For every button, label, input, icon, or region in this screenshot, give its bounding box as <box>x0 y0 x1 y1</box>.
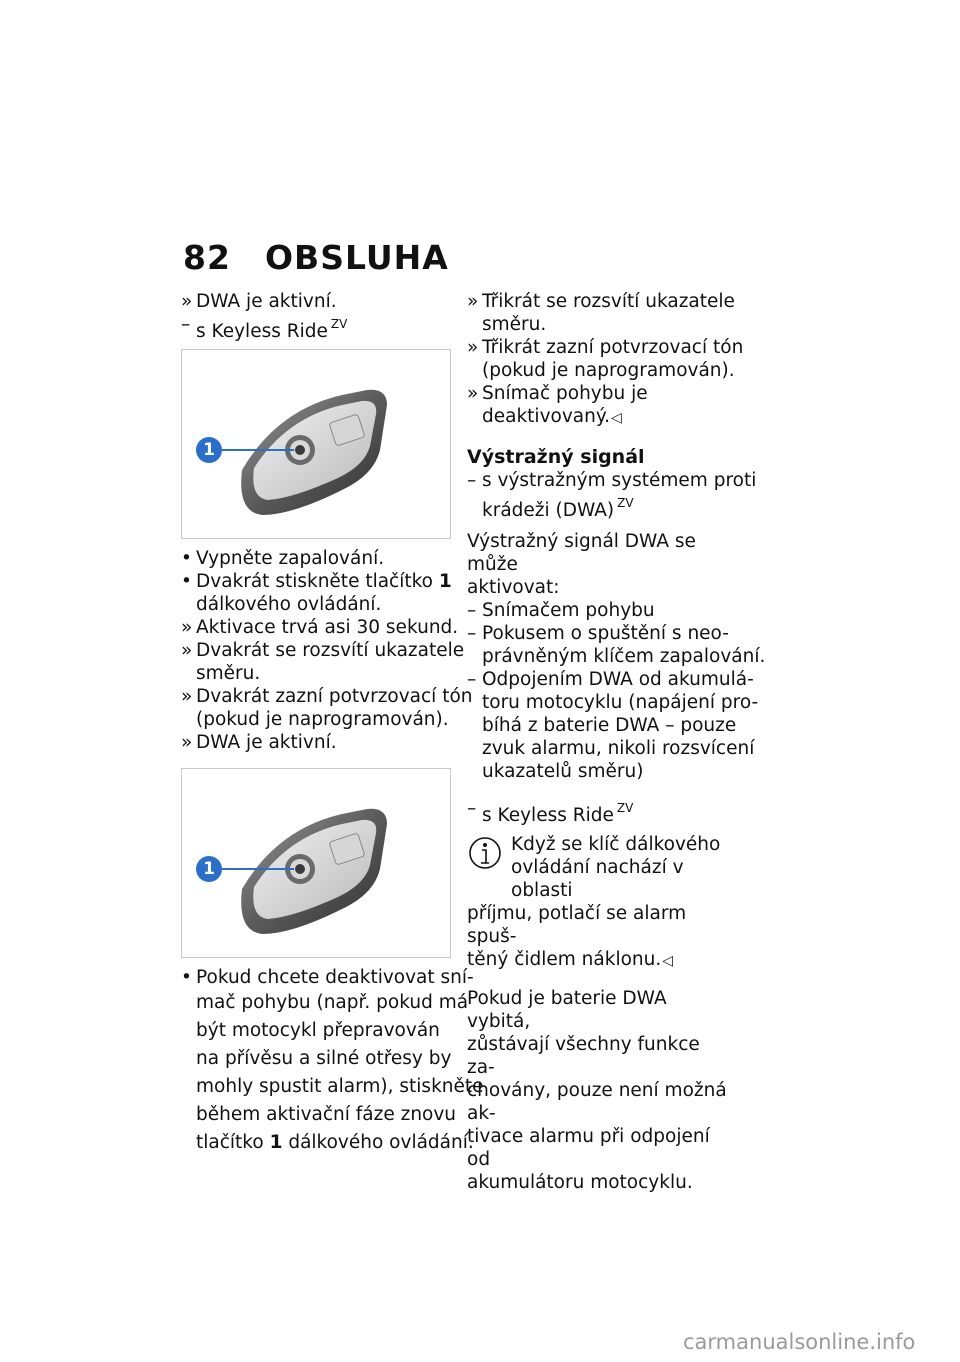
text-line <box>467 645 766 668</box>
action-line <box>181 547 453 570</box>
paragraph <box>467 530 732 599</box>
page-number: 82 <box>183 238 231 277</box>
section-title: OBSLUHA <box>265 238 449 277</box>
text: směru. <box>196 663 261 684</box>
result-marker: » <box>467 337 479 358</box>
dash-marker: – <box>467 600 477 621</box>
key-fob-figure-2 <box>181 768 451 958</box>
text: Výstražný signál DWA se může <box>467 531 696 575</box>
text-line <box>467 691 759 714</box>
text-line <box>181 708 453 731</box>
right-column <box>467 290 766 1194</box>
text: těný čidlem náklonu. <box>467 949 662 970</box>
result-marker: » <box>181 617 193 638</box>
superscript: ZV <box>616 801 634 815</box>
condition-marker: – <box>181 314 191 335</box>
dash-marker: – <box>467 669 477 690</box>
condition-line <box>181 313 453 343</box>
result-marker: » <box>467 291 479 312</box>
text: bíhá z baterie DWA – pouze <box>482 715 737 736</box>
text: Třikrát se rozsvítí ukazatele <box>482 291 735 312</box>
section-heading: Výstražný signál <box>467 446 645 468</box>
key-fob-image <box>182 350 450 538</box>
superscript: ZV <box>330 317 348 331</box>
result-marker: » <box>181 640 193 661</box>
text: být motocykl přepravován <box>196 1020 440 1041</box>
condition-marker: – <box>467 470 477 491</box>
result-marker: » <box>467 383 479 404</box>
text: s Keyless Ride <box>482 805 614 826</box>
text: DWA je aktivní. <box>196 291 337 312</box>
list-item <box>467 668 754 691</box>
text-line <box>181 1017 453 1045</box>
text: chovány, pouze není možná ak- <box>467 1080 727 1124</box>
text: toru motocyklu (napájení pro- <box>482 692 759 713</box>
result-line <box>181 731 453 754</box>
result-marker: » <box>181 291 193 312</box>
action-line <box>181 570 453 593</box>
result-line <box>181 639 465 662</box>
result-marker: » <box>181 686 193 707</box>
text: zůstávají všechny funkce za- <box>467 1034 700 1078</box>
condition-marker: – <box>467 798 477 819</box>
list-item <box>467 599 732 622</box>
text-line <box>181 662 453 685</box>
text: během aktivační fáze znovu <box>196 1104 457 1125</box>
result-line <box>181 290 453 313</box>
info-icon <box>467 835 503 877</box>
text-line <box>181 593 453 616</box>
watermark-text: carmanualsonline.info <box>683 1330 916 1354</box>
text: Pokud chcete deaktivovat sní- <box>196 967 474 988</box>
end-of-section-icon: ◁ <box>662 953 674 969</box>
text: právněným klíčem zapalování. <box>482 646 766 667</box>
text-line <box>467 737 755 760</box>
text: Snímač pohybu je <box>482 383 648 404</box>
result-line <box>181 685 473 708</box>
text: Pokud je baterie DWA vybitá, <box>467 988 667 1032</box>
text-line <box>467 359 735 382</box>
action-line <box>181 966 474 989</box>
text-line <box>467 492 732 522</box>
text: směru. <box>482 314 547 335</box>
dash-marker: – <box>467 623 477 644</box>
text: na přívěsu a silné otřesy by <box>196 1048 452 1069</box>
text: příjmu, potlačí se alarm spuš- <box>467 903 687 947</box>
text: aktivovat: <box>467 577 560 598</box>
text: ovládání nachází v oblasti <box>511 857 684 901</box>
callout-reference: 1 <box>269 1132 283 1153</box>
text-line <box>467 760 732 783</box>
text: Třikrát zazní potvrzovací tón <box>482 337 744 358</box>
callout-number: 1 <box>196 437 222 463</box>
left-column <box>181 290 484 1157</box>
text: zvuk alarmu, nikoli rozsvícení <box>482 738 755 759</box>
text-line <box>181 1101 457 1129</box>
info-note <box>467 833 732 973</box>
key-fob-figure-1 <box>181 349 451 539</box>
text: Když se klíč dálkového <box>511 834 721 855</box>
text: Dvakrát zazní potvrzovací tón <box>196 686 473 707</box>
result-line <box>467 336 744 359</box>
text: mač pohybu (např. pokud má <box>196 992 469 1013</box>
action-marker: • <box>181 548 192 569</box>
text: s Keyless Ride <box>196 321 328 342</box>
text: s výstražným systémem proti <box>482 470 757 491</box>
text-line <box>467 313 732 336</box>
text: (pokud je naprogramován). <box>482 360 735 381</box>
page-header <box>183 238 449 277</box>
text: Dvakrát stiskněte tlačítko <box>196 571 433 592</box>
result-marker: » <box>181 732 193 753</box>
callout-reference: 1 <box>438 571 452 592</box>
result-line <box>467 290 735 313</box>
action-marker: • <box>181 967 192 988</box>
text: tlačítko <box>196 1132 264 1153</box>
text: Dvakrát se rozsvítí ukazatele <box>196 640 465 661</box>
text-line <box>181 1129 474 1157</box>
text: akumulátoru motocyklu. <box>467 1172 693 1193</box>
text: Aktivace trvá asi 30 sekund. <box>196 617 459 638</box>
superscript: ZV <box>617 496 634 510</box>
result-line <box>467 382 732 405</box>
text: ukazatelů směru) <box>482 761 644 782</box>
text-line <box>467 714 737 737</box>
text: Vypněte zapalování. <box>196 548 385 569</box>
callout-number: 1 <box>196 856 222 882</box>
text: dálkového ovládání. <box>288 1132 474 1153</box>
condition-line <box>467 469 757 492</box>
text: krádeži (DWA) <box>482 500 615 521</box>
text-line <box>181 989 469 1017</box>
text-line <box>181 1045 453 1073</box>
text: DWA je aktivní. <box>196 732 337 753</box>
text: Snímačem pohybu <box>482 600 655 621</box>
key-fob-image <box>182 769 450 957</box>
text: (pokud je naprogramován). <box>196 709 449 730</box>
paragraph <box>467 987 732 1194</box>
text: deaktivovaný. <box>482 406 611 427</box>
end-of-section-icon: ◁ <box>611 410 622 426</box>
text: Odpojením DWA od akumulá- <box>482 669 754 690</box>
text: dálkového ovládání. <box>196 594 382 615</box>
text-line <box>467 405 732 430</box>
action-marker: • <box>181 571 192 592</box>
condition-line <box>467 797 732 827</box>
list-item <box>467 622 732 645</box>
text-line <box>181 1073 484 1101</box>
text: mohly spustit alarm), stiskněte <box>196 1076 484 1097</box>
text: Pokusem o spuštění s neo- <box>482 623 729 644</box>
text: tivace alarmu při odpojení od <box>467 1126 710 1170</box>
result-line <box>181 616 459 639</box>
